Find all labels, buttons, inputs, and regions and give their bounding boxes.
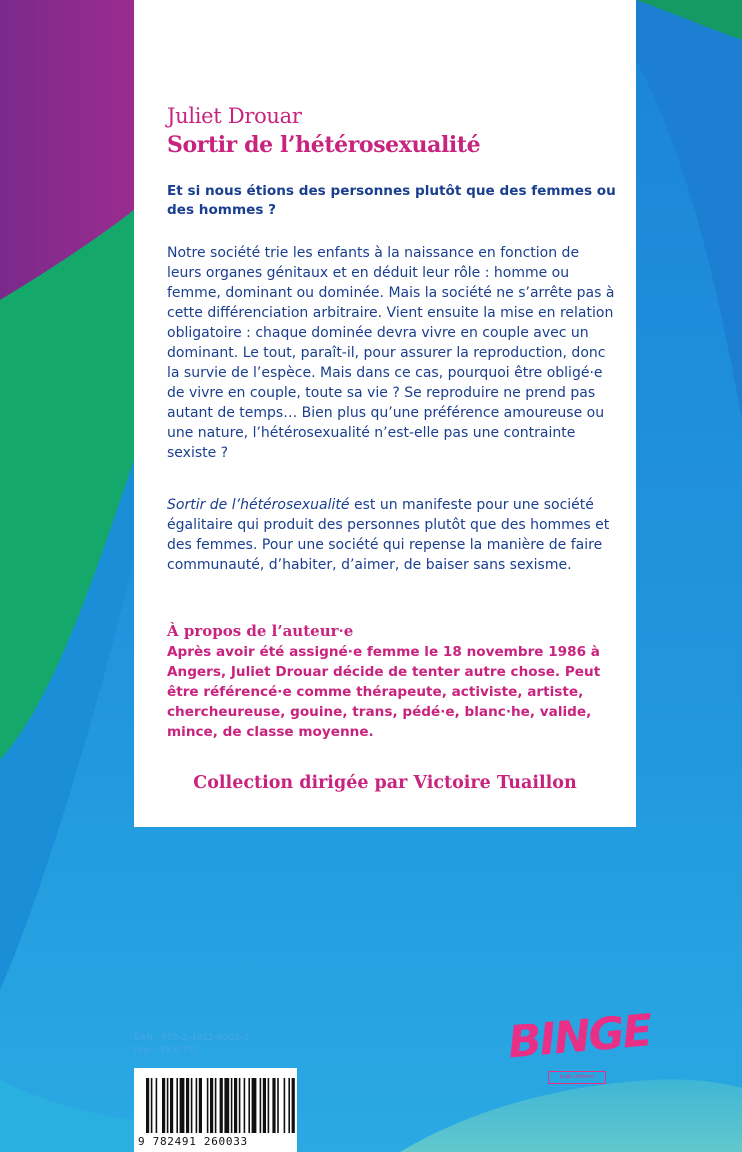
- barcode-bar: [272, 1078, 275, 1133]
- barcode: [134, 1068, 297, 1152]
- barcode-bar: [156, 1078, 158, 1133]
- barcode-bar: [146, 1078, 149, 1133]
- barcode-bar: [248, 1078, 250, 1133]
- price: Prix : 15 € TTC: [134, 1046, 200, 1056]
- author-name: Juliet Drouar: [167, 104, 302, 128]
- tagline-question: Et si nous étions des personnes plutôt que des femmes ou des hommes ?: [167, 183, 616, 218]
- barcode-bar: [210, 1078, 213, 1133]
- about-heading: À propos de l’auteur·e: [167, 622, 354, 640]
- barcode-bar: [162, 1078, 165, 1133]
- barcode-bar: [220, 1078, 223, 1133]
- barcode-bar: [176, 1078, 178, 1133]
- publisher-sub-label: audio éditions: [548, 1071, 606, 1084]
- isbn-price-block: [134, 1032, 249, 1058]
- title-reference: Sortir de l’hétérosexualité: [167, 497, 350, 513]
- ean-number: EAN : 978-2-4912-6003-3: [134, 1033, 249, 1043]
- barcode-bar: [234, 1078, 237, 1133]
- barcode-bar: [170, 1078, 173, 1133]
- barcode-bar: [260, 1078, 262, 1133]
- book-title: Sortir de l’hétérosexualité: [167, 132, 481, 158]
- barcode-bar: [277, 1078, 279, 1133]
- barcode-bar: [186, 1078, 189, 1133]
- barcode-bar: [284, 1078, 286, 1133]
- barcode-bar: [263, 1078, 266, 1133]
- barcode-bar: [231, 1078, 233, 1133]
- barcode-bar: [215, 1078, 217, 1133]
- about-text: Après avoir été assigné·e femme le 18 novembre 1986 à Angers, Juliet Drouar décide de tenter autre chose. Peut être référencé·e comme thérapeute, activiste, artiste, chercheureuse, gouine, trans, pédé·e, blanc·he, valide, mince, de classe moyenne.: [167, 644, 601, 740]
- barcode-bar: [196, 1078, 198, 1133]
- barcode-bar: [180, 1078, 185, 1133]
- collection-credit: Collection dirigée par Victoire Tuaillon: [193, 773, 577, 793]
- barcode-bar: [239, 1078, 241, 1133]
- barcode-bar: [288, 1078, 290, 1133]
- barcode-bar: [199, 1078, 202, 1133]
- barcode-bar: [268, 1078, 270, 1133]
- text-panel: [134, 0, 636, 827]
- publisher-logo-text: BINGE: [506, 1005, 653, 1069]
- barcode-bar: [252, 1078, 257, 1133]
- barcode-bar: [292, 1078, 295, 1133]
- description-paragraph-1: Notre société trie les enfants à la naissance en fonction de leurs organes génitaux et en déduit leur rôle : homme ou femme, dominant ou dominée. Mais la société ne s’arrête pas à cette différenciation arbitraire. Vient ensuite la mise en relation obligatoire : chaque dominée devra vivre en couple avec un dominant. Le tout, paraît-il, pour assurer la reproduction, donc la survie de l’espèce. Mais dans ce cas, pourquoi être obligé·e de vivre en couple, toute sa vie ? Se reproduire ne prend pas autant de temps… Bien plus qu’une préférence amoureuse ou une nature, l’hétérosexualité n’est-elle pas une contrainte sexiste ?: [167, 245, 615, 461]
- barcode-bar: [167, 1078, 169, 1133]
- barcode-bar: [191, 1078, 193, 1133]
- barcode-bar: [244, 1078, 246, 1133]
- barcode-bar: [224, 1078, 229, 1133]
- barcode-bar: [151, 1078, 153, 1133]
- description-paragraph-2: [167, 495, 617, 575]
- barcode-bar: [207, 1078, 209, 1133]
- publisher-logo: [506, 1005, 653, 1090]
- paragraph-2-text: est un manifeste pour une société égalitaire qui produit des personnes plutôt que des hommes et des femmes. Pour une société qui repense la manière de faire communauté, d’habiter, d’aimer, de baiser sans sexisme.: [167, 497, 610, 573]
- barcode-number: 9 782491 260033: [138, 1135, 248, 1148]
